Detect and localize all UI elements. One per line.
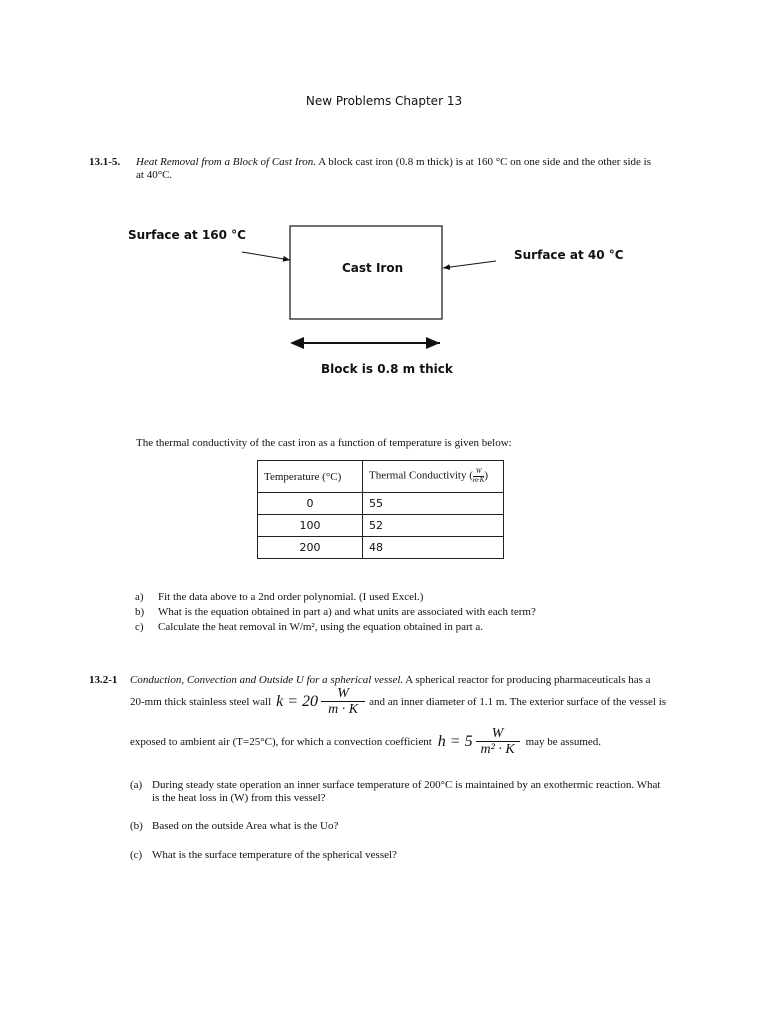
text: exposed to ambient air (T=25°C), for which a convection coefficient [130, 735, 432, 748]
h-den: m² · K [476, 741, 520, 757]
h-num: W [491, 726, 504, 741]
table-row [258, 493, 504, 515]
page-title: New Problems Chapter 13 [305, 94, 463, 108]
k-num: W [337, 686, 349, 701]
table-intro: The thermal conductivity of the cast iron as a function of temperature is given below: [136, 437, 512, 449]
right-surface-label: Surface at 40 °C [514, 248, 624, 262]
arrow-right [443, 261, 496, 268]
text: may be assumed. [525, 735, 602, 748]
question-text: is the heat loss in (W) from this vessel? [152, 792, 326, 804]
k-den: m · K [321, 701, 365, 717]
block-label: Cast Iron [342, 261, 404, 275]
k-unit [321, 686, 365, 718]
unit-num: W [475, 467, 482, 476]
unit-den: m·K [472, 476, 485, 484]
text: and an inner diameter of 1.1 m. The exterior surface of the vessel is [369, 695, 667, 708]
unit-fraction [473, 468, 484, 484]
problem-title: Conduction, Convection and Outside U for a spherical vessel. [130, 674, 404, 686]
h-unit [476, 726, 520, 758]
cell-temp: 200 [258, 537, 363, 559]
problem-number: 13.2-1 [89, 674, 118, 686]
question-text: What is the equation obtained in part a) and what units are associated with each term? [158, 606, 536, 618]
question-text: During steady state operation an inner surface temperature of 200°C is maintained by an exothermic reaction. What [152, 779, 661, 791]
cell-temp: 0 [258, 493, 363, 515]
problem-title: Heat Removal from a Block of Cast Iron. [136, 156, 317, 168]
table-row [258, 537, 504, 559]
conductivity-table [257, 460, 504, 559]
cell-k: 55 [363, 493, 504, 515]
cell-k: 52 [363, 515, 504, 537]
text: 20-mm thick stainless steel wall [130, 695, 272, 708]
question-label: a) [135, 591, 144, 603]
problem-line-2 [130, 686, 666, 718]
left-surface-label: Surface at 160 °C [128, 228, 246, 242]
problem-text-2: at 40°C. [136, 169, 173, 181]
header-conductivity: Thermal Conductivity ( $\frac{W}{m\cdot K}$ ) [363, 461, 504, 493]
table-row [258, 515, 504, 537]
header-conductivity-text: Thermal Conductivity [369, 470, 467, 483]
problem-text-1: A block cast iron (0.8 m thick) is at 160 °C on one side and the other side is [316, 156, 652, 168]
question-label: b) [135, 606, 145, 618]
problem-text [130, 674, 651, 686]
cell-k: 48 [363, 537, 504, 559]
problem-text-1: A spherical reactor for producing pharmaceuticals has a [403, 674, 651, 686]
problem-number: 13.1-5. [89, 156, 121, 168]
header-temperature: Temperature (°C) [258, 461, 363, 493]
arrow-left [242, 252, 290, 260]
question-label: c) [135, 621, 144, 633]
question-label: (a) [130, 779, 143, 791]
cell-temp: 100 [258, 515, 363, 537]
question-label: (b) [130, 820, 143, 832]
question-text: Calculate the heat removal in W/m², using the equation obtained in part a. [158, 621, 484, 633]
question-text: Fit the data above to a 2nd order polynomial. (I used Excel.) [158, 591, 424, 603]
question-label: (c) [130, 849, 143, 861]
h-equation: h = 5 [437, 732, 473, 750]
problem-line-3 [130, 726, 601, 758]
thickness-label: Block is 0.8 m thick [321, 362, 453, 376]
question-text: What is the surface temperature of the spherical vessel? [152, 849, 397, 861]
question-text: Based on the outside Area what is the Uo? [152, 820, 339, 832]
diagram [0, 0, 768, 400]
table-header-row [258, 461, 504, 493]
k-equation: k = 20 [276, 692, 319, 710]
